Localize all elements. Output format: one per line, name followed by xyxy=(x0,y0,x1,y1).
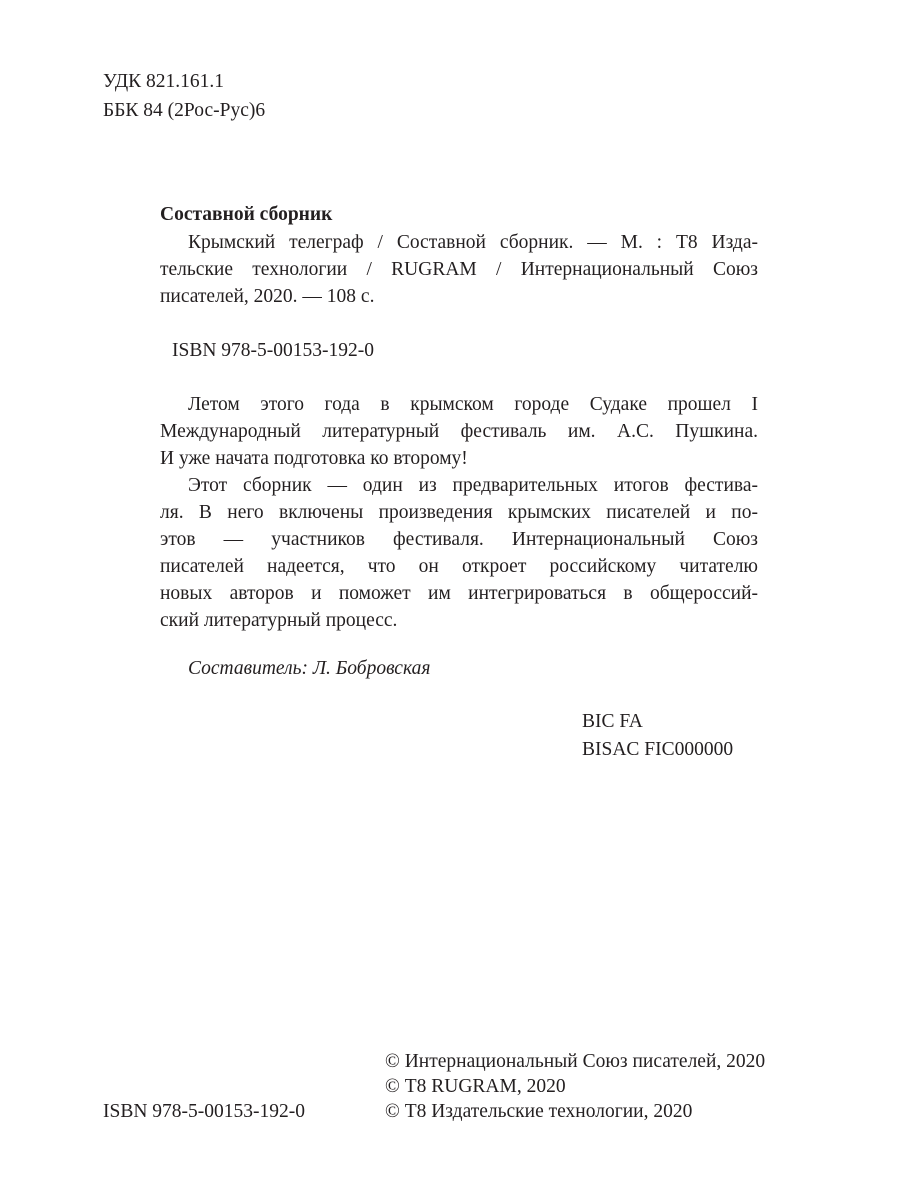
bibliography-line: Крымский телеграф / Составной сборник. — М. : Т8 Изда- xyxy=(188,232,758,253)
annotation-line: Летом этого года в крымском городе Судаке прошел I xyxy=(188,394,758,415)
bibliography-line: писателей, 2020. — 108 с. xyxy=(160,286,375,307)
annotation-line: ский литературный процесс. xyxy=(160,610,398,631)
annotation-line: ля. В него включены произведения крымских писателей и по- xyxy=(160,502,758,523)
udk-code: УДК 821.161.1 xyxy=(103,71,225,92)
isbn: ISBN 978-5-00153-192-0 xyxy=(172,340,375,361)
bibliography-heading: Составной сборник xyxy=(160,204,333,225)
footer-isbn: ISBN 978-5-00153-192-0 xyxy=(103,1101,306,1122)
bbk-code: ББК 84 (2Рос-Рус)6 xyxy=(103,100,266,121)
bic-code: BIC FA xyxy=(582,711,643,732)
copyright-line: © Т8 RUGRAM, 2020 xyxy=(385,1076,566,1097)
annotation-line: писателей надеется, что он откроет российскому читателю xyxy=(160,556,758,577)
annotation-line: этов — участников фестиваля. Интернациональный Союз xyxy=(160,529,758,550)
compiler: Составитель: Л. Бобровская xyxy=(188,658,431,679)
bisac-code: BISAC FIC000000 xyxy=(582,739,734,760)
annotation-line: Этот сборник — один из предварительных итогов фестива- xyxy=(188,475,758,496)
copyright-line: © Т8 Издательские технологии, 2020 xyxy=(385,1101,693,1122)
annotation-line: Международный литературный фестиваль им. А.С. Пушкина. xyxy=(160,421,758,442)
copyright-line: © Интернациональный Союз писателей, 2020 xyxy=(385,1051,766,1072)
annotation-line: И уже начата подготовка ко второму! xyxy=(160,448,468,469)
bibliography-line: тельские технологии / RUGRAM / Интернациональный Союз xyxy=(160,259,758,280)
annotation-line: новых авторов и поможет им интегрироваться в общероссий- xyxy=(160,583,758,604)
